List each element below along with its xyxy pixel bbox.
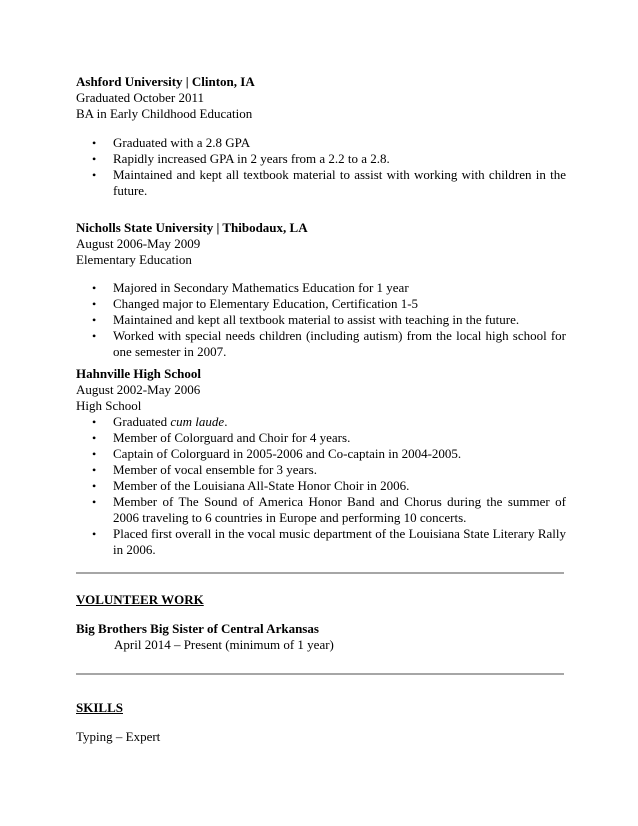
school-bullet-list	[76, 414, 566, 558]
list-item: • Worked with special needs children (including autism) from the local high school for one semester in 2007.	[76, 328, 566, 360]
skills-section	[76, 700, 566, 745]
bullet-text: .	[224, 414, 228, 429]
school-degree: BA in Early Childhood Education	[76, 106, 253, 121]
list-item: • Member of vocal ensemble for 3 years.	[76, 462, 566, 478]
school-bullet-list	[76, 280, 566, 360]
section-divider	[76, 673, 564, 675]
list-item: • Rapidly increased GPA in 2 years from a 2.2 to a 2.8.	[76, 151, 566, 167]
list-item	[76, 414, 566, 430]
list-item: • Maintained and kept all textbook material to assist with working with children in the future.	[76, 167, 566, 199]
section-heading: VOLUNTEER WORK	[76, 592, 204, 607]
school-header: Nicholls State University | Thibodaux, LA	[76, 220, 308, 235]
school-bullet-list	[76, 135, 566, 199]
list-item: • Changed major to Elementary Education, Certification 1-5	[76, 296, 566, 312]
school-date: August 2006-May 2009	[76, 236, 201, 251]
bullet-emphasis: cum laude	[170, 414, 225, 429]
education-entry-nicholls	[76, 220, 566, 360]
education-entry-ashford	[76, 74, 566, 199]
school-header: Ashford University | Clinton, IA	[76, 74, 255, 89]
list-item: • Maintained and kept all textbook material to assist with teaching in the future.	[76, 312, 566, 328]
volunteer-dates: April 2014 – Present (minimum of 1 year)	[114, 637, 334, 652]
list-item: • Placed first overall in the vocal music department of the Louisiana State Literary Rally in 2006.	[76, 526, 566, 558]
list-item: • Graduated with a 2.8 GPA	[76, 135, 566, 151]
list-item: • Member of Colorguard and Choir for 4 years.	[76, 430, 566, 446]
section-heading: SKILLS	[76, 700, 123, 715]
school-header: Hahnville High School	[76, 366, 201, 381]
list-item: • Member of the Louisiana All-State Honor Choir in 2006.	[76, 478, 566, 494]
school-date: Graduated October 2011	[76, 90, 205, 105]
education-entry-hahnville	[76, 366, 566, 558]
volunteer-org: Big Brothers Big Sister of Central Arkansas	[76, 621, 319, 636]
volunteer-section	[76, 592, 566, 653]
list-item: • Member of The Sound of America Honor Band and Chorus during the summer of 2006 traveling to 6 countries in Europe and performing 10 concerts.	[76, 494, 566, 526]
school-degree: Elementary Education	[76, 252, 192, 267]
section-divider	[76, 572, 564, 574]
list-item: • Captain of Colorguard in 2005-2006 and Co-captain in 2004-2005.	[76, 446, 566, 462]
school-date: August 2002-May 2006	[76, 382, 201, 397]
list-item: • Majored in Secondary Mathematics Education for 1 year	[76, 280, 566, 296]
school-degree: High School	[76, 398, 142, 413]
skill-item: Typing – Expert	[76, 729, 161, 744]
bullet-text: Graduated	[113, 414, 171, 429]
